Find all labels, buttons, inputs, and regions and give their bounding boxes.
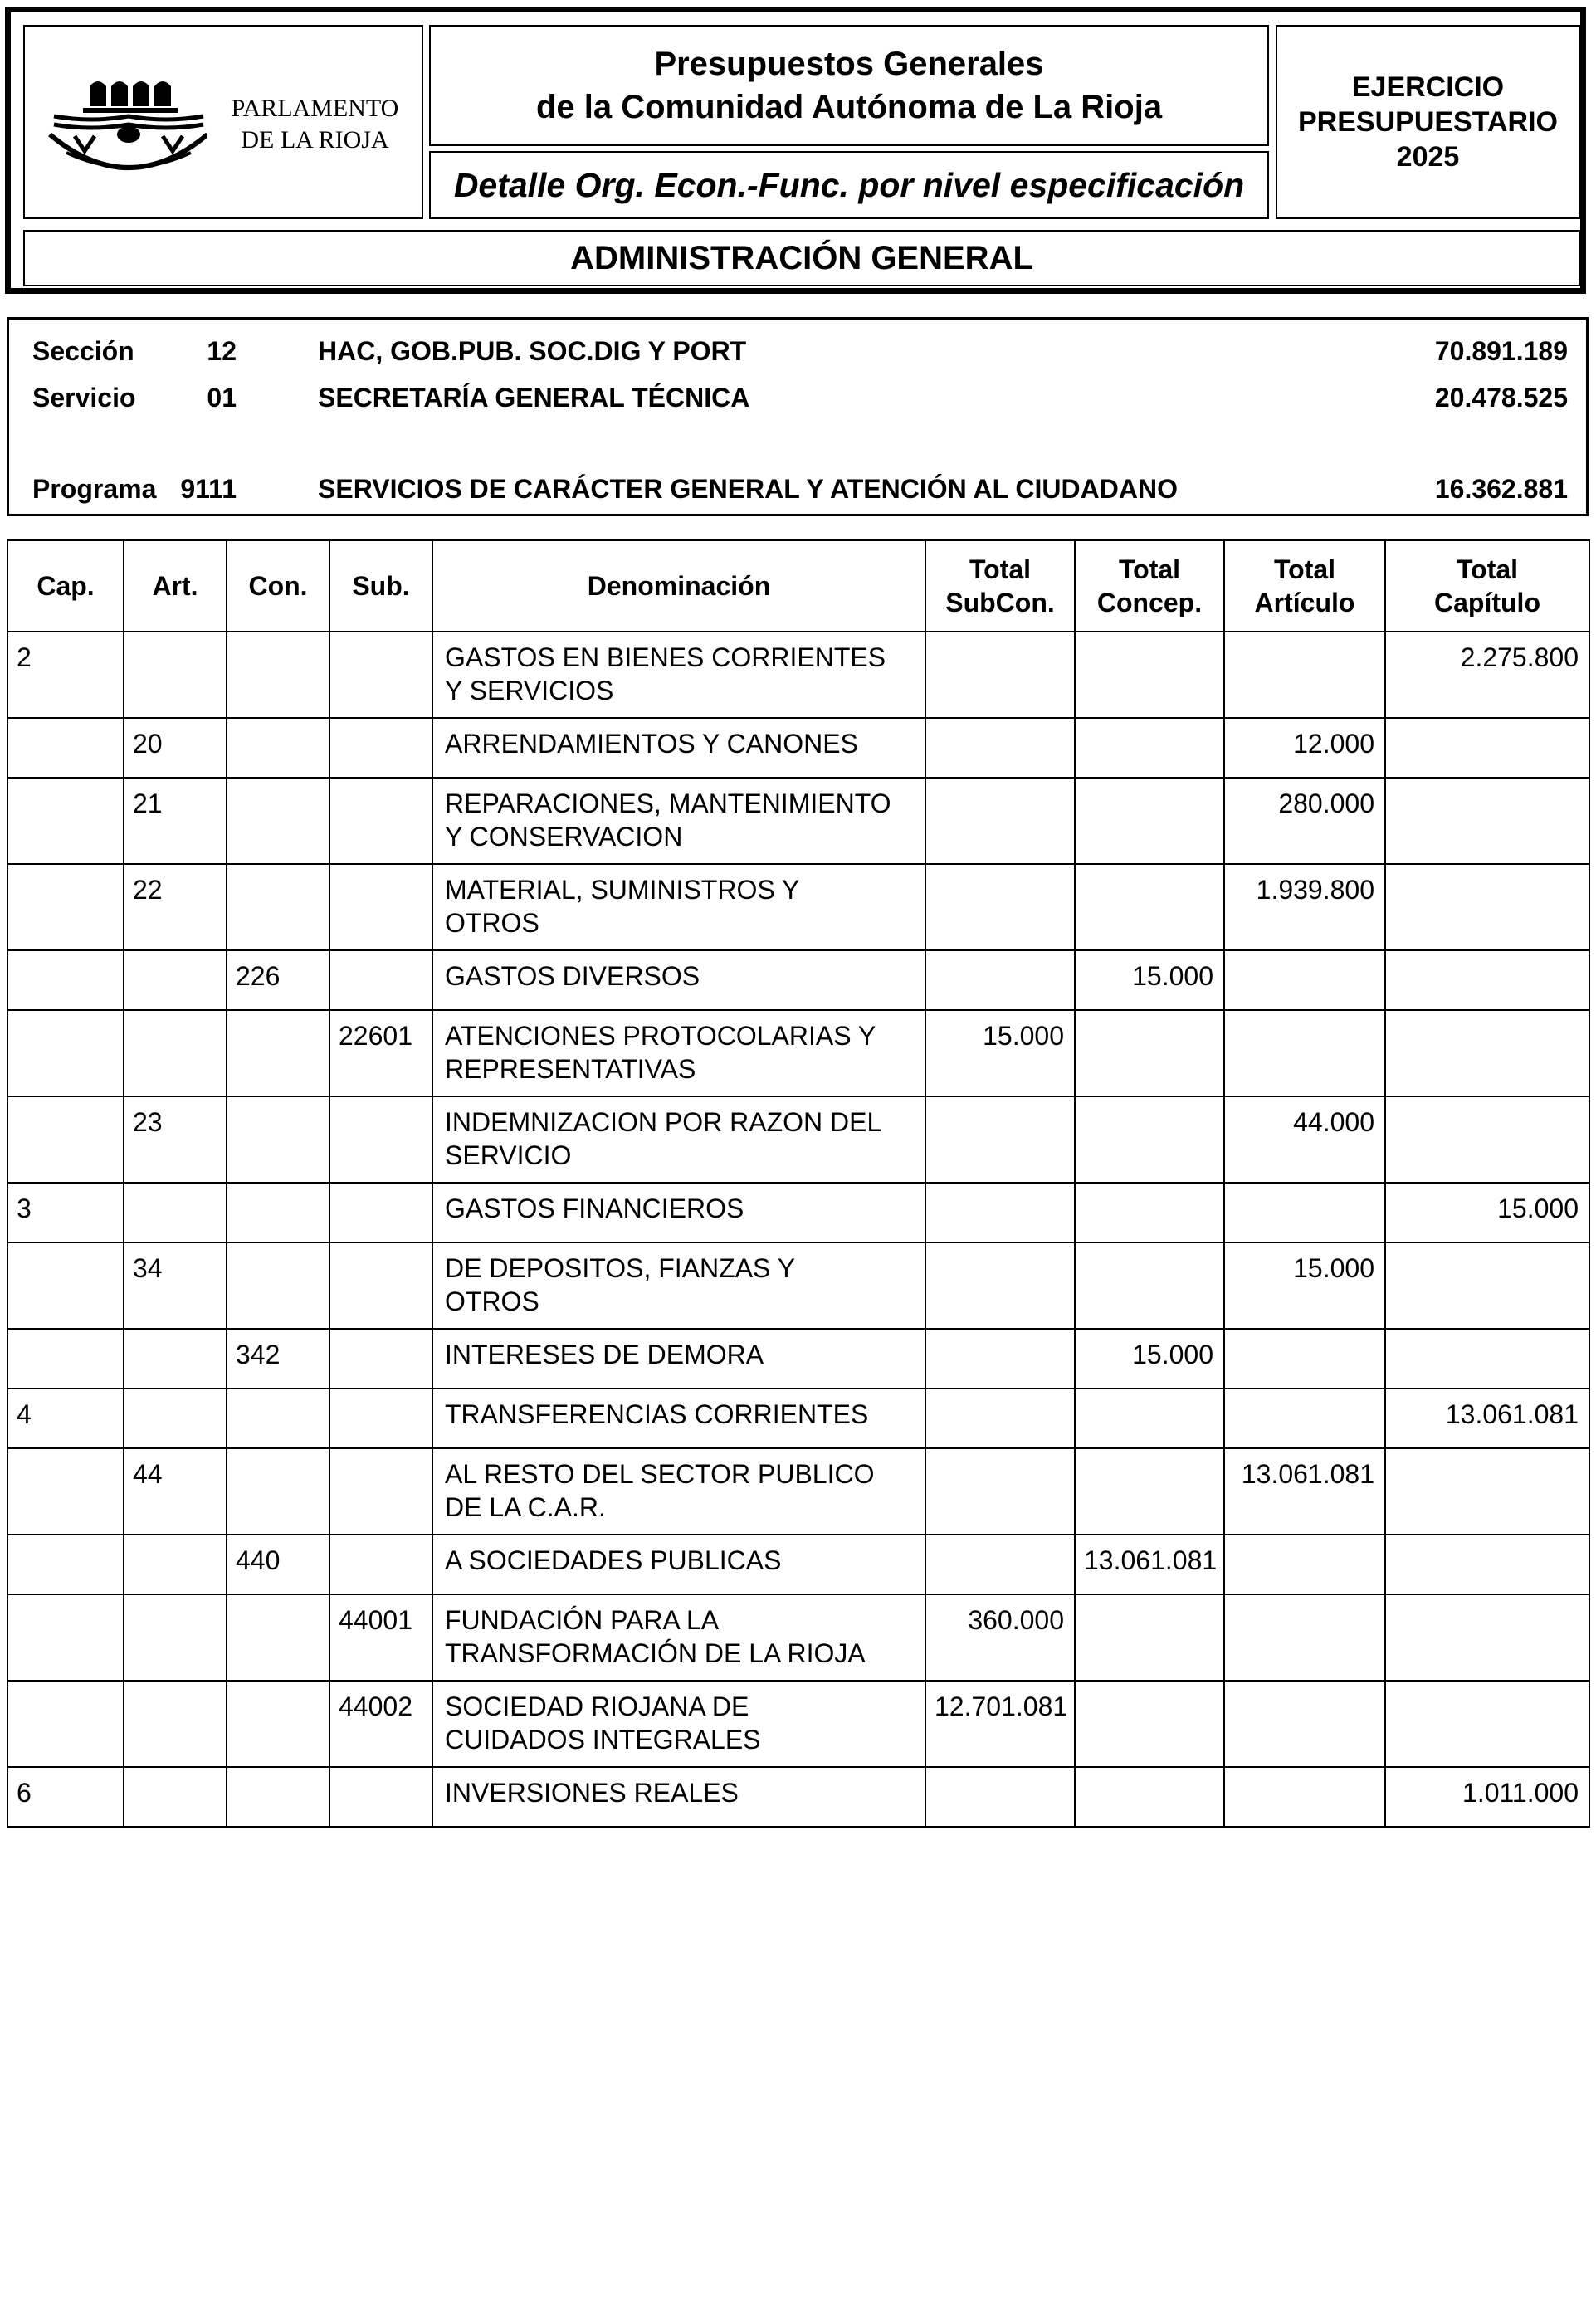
parliament-logo-icon: [41, 70, 207, 186]
total-subcon-cell: 360.000: [925, 1594, 1075, 1681]
art-cell: [124, 1594, 227, 1681]
table-row: [7, 778, 1589, 864]
table-row: [7, 864, 1589, 950]
con-cell: [227, 1448, 329, 1535]
sub-cell: 22601: [329, 1010, 432, 1096]
table-row: [7, 1389, 1589, 1448]
total-articulo-cell: 13.061.081: [1224, 1448, 1385, 1535]
denominacion-line1: INDEMNIZACION POR RAZON DEL: [445, 1107, 882, 1137]
col-header-total-concep-line1: Total: [1118, 554, 1181, 584]
total-concep-cell: [1075, 1389, 1224, 1448]
denominacion-cell: [432, 718, 925, 778]
total-subcon-cell: [925, 1448, 1075, 1535]
total-concep-cell: [1075, 1010, 1224, 1096]
con-cell: [227, 864, 329, 950]
table-row: [7, 1767, 1589, 1827]
total-subcon-cell: [925, 1329, 1075, 1389]
col-header-total-articulo-line1: Total: [1273, 554, 1336, 584]
total-articulo-cell: [1224, 1183, 1385, 1242]
col-header-total-capitulo-line2: Capítulo: [1434, 588, 1540, 617]
sub-cell: [329, 1389, 432, 1448]
logo-box: [23, 25, 423, 219]
denominacion-cell: [432, 1096, 925, 1183]
denominacion-line2: REPRESENTATIVAS: [445, 1054, 696, 1084]
denominacion-line2: SERVICIO: [445, 1140, 572, 1170]
denominacion-cell: [432, 1010, 925, 1096]
art-cell: [124, 1681, 227, 1767]
sub-cell: [329, 1448, 432, 1535]
col-header-total-articulo-line2: Artículo: [1254, 588, 1355, 617]
con-cell: [227, 1183, 329, 1242]
denominacion-line1: AL RESTO DEL SECTOR PUBLICO: [445, 1459, 875, 1489]
denominacion-cell: [432, 1594, 925, 1681]
denominacion-cell: [432, 1535, 925, 1594]
fiscal-year-value: 2025: [1396, 141, 1460, 173]
admin-title: ADMINISTRACIÓN GENERAL: [570, 239, 1033, 276]
table-row: [7, 1242, 1589, 1329]
total-articulo-cell: [1224, 1010, 1385, 1096]
sub-cell: [329, 718, 432, 778]
con-cell: [227, 718, 329, 778]
servicio-label: Servicio: [32, 383, 136, 412]
budget-info-box: [7, 317, 1589, 516]
total-capitulo-cell: [1385, 1329, 1589, 1389]
col-header-total-capitulo-line1: Total: [1456, 554, 1519, 584]
con-cell: [227, 1389, 329, 1448]
subtitle: Detalle Org. Econ.-Func. por nivel especificación: [453, 165, 1245, 204]
sub-cell: [329, 1329, 432, 1389]
denominacion-cell: [432, 864, 925, 950]
denominacion-cell: [432, 1183, 925, 1242]
art-cell: [124, 1329, 227, 1389]
denominacion-cell: [432, 950, 925, 1010]
seccion-code: 12: [207, 336, 237, 366]
total-articulo-cell: [1224, 1389, 1385, 1448]
denominacion-line1: A SOCIEDADES PUBLICAS: [445, 1545, 782, 1575]
total-concep-cell: [1075, 1681, 1224, 1767]
cap-cell: [7, 1535, 124, 1594]
fiscal-year-line2: PRESUPUESTARIO: [1298, 106, 1558, 138]
col-header-art: Art.: [124, 540, 227, 632]
art-cell: [124, 1767, 227, 1827]
sub-cell: [329, 1096, 432, 1183]
sub-cell: [329, 864, 432, 950]
total-articulo-cell: 15.000: [1224, 1242, 1385, 1329]
denominacion-line1: MATERIAL, SUMINISTROS Y: [445, 875, 800, 905]
org-name-line1: PARLAMENTO: [231, 95, 399, 122]
seccion-amount: 70.891.189: [1434, 336, 1568, 366]
table-row: [7, 950, 1589, 1010]
admin-box: [23, 230, 1580, 286]
total-capitulo-cell: [1385, 718, 1589, 778]
sub-cell: [329, 1767, 432, 1827]
denominacion-cell: [432, 1329, 925, 1389]
total-subcon-cell: [925, 632, 1075, 718]
total-articulo-cell: [1224, 1681, 1385, 1767]
cap-cell: [7, 778, 124, 864]
total-capitulo-cell: 2.275.800: [1385, 632, 1589, 718]
total-subcon-cell: [925, 1535, 1075, 1594]
con-cell: 226: [227, 950, 329, 1010]
total-concep-cell: [1075, 1096, 1224, 1183]
table-body: [7, 632, 1589, 1827]
con-cell: [227, 1594, 329, 1681]
table-row: [7, 1183, 1589, 1242]
denominacion-cell: [432, 1767, 925, 1827]
denominacion-line2: OTROS: [445, 908, 539, 938]
total-concep-cell: [1075, 778, 1224, 864]
seccion-label: Sección: [32, 336, 134, 366]
col-header-sub: Sub.: [329, 540, 432, 632]
art-cell: 21: [124, 778, 227, 864]
title-line1: Presupuestos Generales: [654, 46, 1044, 82]
total-capitulo-cell: [1385, 864, 1589, 950]
total-articulo-cell: [1224, 632, 1385, 718]
cap-cell: [7, 950, 124, 1010]
art-cell: [124, 1183, 227, 1242]
title-box: [429, 25, 1269, 146]
servicio-desc: SECRETARÍA GENERAL TÉCNICA: [318, 383, 750, 412]
con-cell: [227, 1242, 329, 1329]
programa-desc: SERVICIOS DE CARÁCTER GENERAL Y ATENCIÓN AL CIUDADANO: [318, 474, 1178, 504]
col-header-total-concep-line2: Concep.: [1096, 588, 1203, 617]
document-header: [5, 7, 1586, 294]
total-subcon-cell: [925, 1242, 1075, 1329]
seccion-desc: HAC, GOB.PUB. SOC.DIG Y PORT: [318, 336, 747, 366]
denominacion-line1: ATENCIONES PROTOCOLARIAS Y: [445, 1021, 876, 1051]
sub-cell: [329, 632, 432, 718]
denominacion-cell: [432, 632, 925, 718]
con-cell: [227, 632, 329, 718]
total-concep-cell: [1075, 1183, 1224, 1242]
col-header-total-subcon-line2: SubCon.: [945, 588, 1055, 617]
total-capitulo-cell: [1385, 1594, 1589, 1681]
total-articulo-cell: [1224, 950, 1385, 1010]
servicio-row: [9, 376, 1586, 417]
art-cell: [124, 1010, 227, 1096]
art-cell: 34: [124, 1242, 227, 1329]
denominacion-line1: ARRENDAMIENTOS Y CANONES: [445, 729, 858, 759]
denominacion-line1: REPARACIONES, MANTENIMIENTO: [445, 788, 891, 818]
table-row: [7, 1594, 1589, 1681]
cap-cell: [7, 1594, 124, 1681]
art-cell: 23: [124, 1096, 227, 1183]
denominacion-line2: Y SERVICIOS: [445, 676, 614, 705]
art-cell: [124, 1535, 227, 1594]
art-cell: 22: [124, 864, 227, 950]
total-capitulo-cell: 1.011.000: [1385, 1767, 1589, 1827]
col-header-con: Con.: [227, 540, 329, 632]
art-cell: 44: [124, 1448, 227, 1535]
denominacion-line1: INTERESES DE DEMORA: [445, 1340, 764, 1369]
col-header-total-concep: [1075, 540, 1224, 632]
total-concep-cell: [1075, 1594, 1224, 1681]
sub-cell: [329, 950, 432, 1010]
total-articulo-cell: [1224, 1594, 1385, 1681]
denominacion-cell: [432, 1681, 925, 1767]
total-subcon-cell: 12.701.081: [925, 1681, 1075, 1767]
sub-cell: [329, 1535, 432, 1594]
denominacion-line2: TRANSFORMACIÓN DE LA RIOJA: [445, 1638, 866, 1668]
total-capitulo-cell: 13.061.081: [1385, 1389, 1589, 1448]
col-header-total-subcon-line1: Total: [969, 554, 1032, 584]
total-capitulo-cell: [1385, 1096, 1589, 1183]
denominacion-line1: TRANSFERENCIAS CORRIENTES: [445, 1399, 869, 1429]
sub-cell: [329, 1242, 432, 1329]
cap-cell: 3: [7, 1183, 124, 1242]
total-capitulo-cell: [1385, 1448, 1589, 1535]
total-concep-cell: 15.000: [1075, 1329, 1224, 1389]
denominacion-line2: DE LA C.A.R.: [445, 1492, 606, 1522]
denominacion-line1: INVERSIONES REALES: [445, 1778, 739, 1808]
total-articulo-cell: 12.000: [1224, 718, 1385, 778]
table-row: [7, 632, 1589, 718]
servicio-code: 01: [207, 383, 237, 412]
cap-cell: [7, 864, 124, 950]
con-cell: [227, 778, 329, 864]
art-cell: [124, 632, 227, 718]
denominacion-cell: [432, 1242, 925, 1329]
total-articulo-cell: 280.000: [1224, 778, 1385, 864]
programa-row: [9, 467, 1586, 509]
table-row: [7, 1535, 1589, 1594]
table-header-row: [7, 540, 1589, 632]
total-articulo-cell: 44.000: [1224, 1096, 1385, 1183]
total-concep-cell: [1075, 1448, 1224, 1535]
con-cell: 342: [227, 1329, 329, 1389]
programa-label: Programa: [32, 474, 157, 504]
con-cell: [227, 1010, 329, 1096]
total-capitulo-cell: [1385, 1535, 1589, 1594]
total-capitulo-cell: [1385, 778, 1589, 864]
denominacion-cell: [432, 1448, 925, 1535]
organization-name: [209, 93, 421, 156]
denominacion-line2: OTROS: [445, 1286, 539, 1316]
total-capitulo-cell: [1385, 1010, 1589, 1096]
table-row: [7, 1681, 1589, 1767]
col-header-total-capitulo: [1385, 540, 1589, 632]
denominacion-cell: [432, 1389, 925, 1448]
denominacion-line1: SOCIEDAD RIOJANA DE: [445, 1691, 749, 1721]
table-row: [7, 1448, 1589, 1535]
title-line2: de la Comunidad Autónoma de La Rioja: [535, 89, 1163, 125]
fiscal-year-box: [1276, 25, 1580, 219]
total-capitulo-cell: 15.000: [1385, 1183, 1589, 1242]
denominacion-cell: [432, 778, 925, 864]
total-subcon-cell: [925, 1767, 1075, 1827]
total-subcon-cell: [925, 1389, 1075, 1448]
total-articulo-cell: [1224, 1329, 1385, 1389]
total-subcon-cell: [925, 1183, 1075, 1242]
art-cell: [124, 950, 227, 1010]
sub-cell: 44002: [329, 1681, 432, 1767]
total-concep-cell: [1075, 632, 1224, 718]
con-cell: 440: [227, 1535, 329, 1594]
total-concep-cell: [1075, 1767, 1224, 1827]
total-capitulo-cell: [1385, 1242, 1589, 1329]
fiscal-year-line1: EJERCICIO: [1351, 71, 1505, 103]
sub-cell: [329, 1183, 432, 1242]
budget-table: [7, 539, 1590, 1828]
denominacion-line2: Y CONSERVACION: [445, 822, 683, 852]
seccion-row: [9, 329, 1586, 371]
denominacion-line1: DE DEPOSITOS, FIANZAS Y: [445, 1253, 796, 1283]
total-subcon-cell: [925, 778, 1075, 864]
total-subcon-cell: [925, 718, 1075, 778]
programa-amount: 16.362.881: [1434, 474, 1568, 504]
col-header-denominacion: Denominación: [432, 540, 925, 632]
total-subcon-cell: [925, 864, 1075, 950]
denominacion-line1: GASTOS FINANCIEROS: [445, 1193, 744, 1223]
total-articulo-cell: [1224, 1767, 1385, 1827]
total-capitulo-cell: [1385, 1681, 1589, 1767]
total-concep-cell: [1075, 718, 1224, 778]
denominacion-line2: CUIDADOS INTEGRALES: [445, 1725, 761, 1755]
cap-cell: 2: [7, 632, 124, 718]
cap-cell: 6: [7, 1767, 124, 1827]
denominacion-line1: FUNDACIÓN PARA LA: [445, 1605, 720, 1635]
cap-cell: [7, 1329, 124, 1389]
total-subcon-cell: 15.000: [925, 1010, 1075, 1096]
table-row: [7, 1329, 1589, 1389]
table-row: [7, 1096, 1589, 1183]
cap-cell: [7, 718, 124, 778]
total-capitulo-cell: [1385, 950, 1589, 1010]
total-articulo-cell: 1.939.800: [1224, 864, 1385, 950]
cap-cell: 4: [7, 1389, 124, 1448]
cap-cell: [7, 1242, 124, 1329]
con-cell: [227, 1681, 329, 1767]
art-cell: 20: [124, 718, 227, 778]
col-header-total-subcon: [925, 540, 1075, 632]
cap-cell: [7, 1681, 124, 1767]
denominacion-line1: GASTOS EN BIENES CORRIENTES: [445, 642, 886, 672]
total-subcon-cell: [925, 1096, 1075, 1183]
programa-code: 9111: [180, 474, 237, 504]
cap-cell: [7, 1448, 124, 1535]
denominacion-line1: GASTOS DIVERSOS: [445, 961, 700, 991]
table-row: [7, 718, 1589, 778]
total-concep-cell: [1075, 864, 1224, 950]
org-name-line2: DE LA RIOJA: [241, 126, 389, 154]
total-concep-cell: [1075, 1242, 1224, 1329]
subtitle-box: [429, 151, 1269, 219]
servicio-amount: 20.478.525: [1434, 383, 1568, 412]
table-row: [7, 1010, 1589, 1096]
sub-cell: [329, 778, 432, 864]
total-articulo-cell: [1224, 1535, 1385, 1594]
con-cell: [227, 1767, 329, 1827]
cap-cell: [7, 1010, 124, 1096]
col-header-total-articulo: [1224, 540, 1385, 632]
col-header-cap: Cap.: [7, 540, 124, 632]
con-cell: [227, 1096, 329, 1183]
cap-cell: [7, 1096, 124, 1183]
art-cell: [124, 1389, 227, 1448]
total-subcon-cell: [925, 950, 1075, 1010]
total-concep-cell: 15.000: [1075, 950, 1224, 1010]
sub-cell: 44001: [329, 1594, 432, 1681]
total-concep-cell: 13.061.081: [1075, 1535, 1224, 1594]
